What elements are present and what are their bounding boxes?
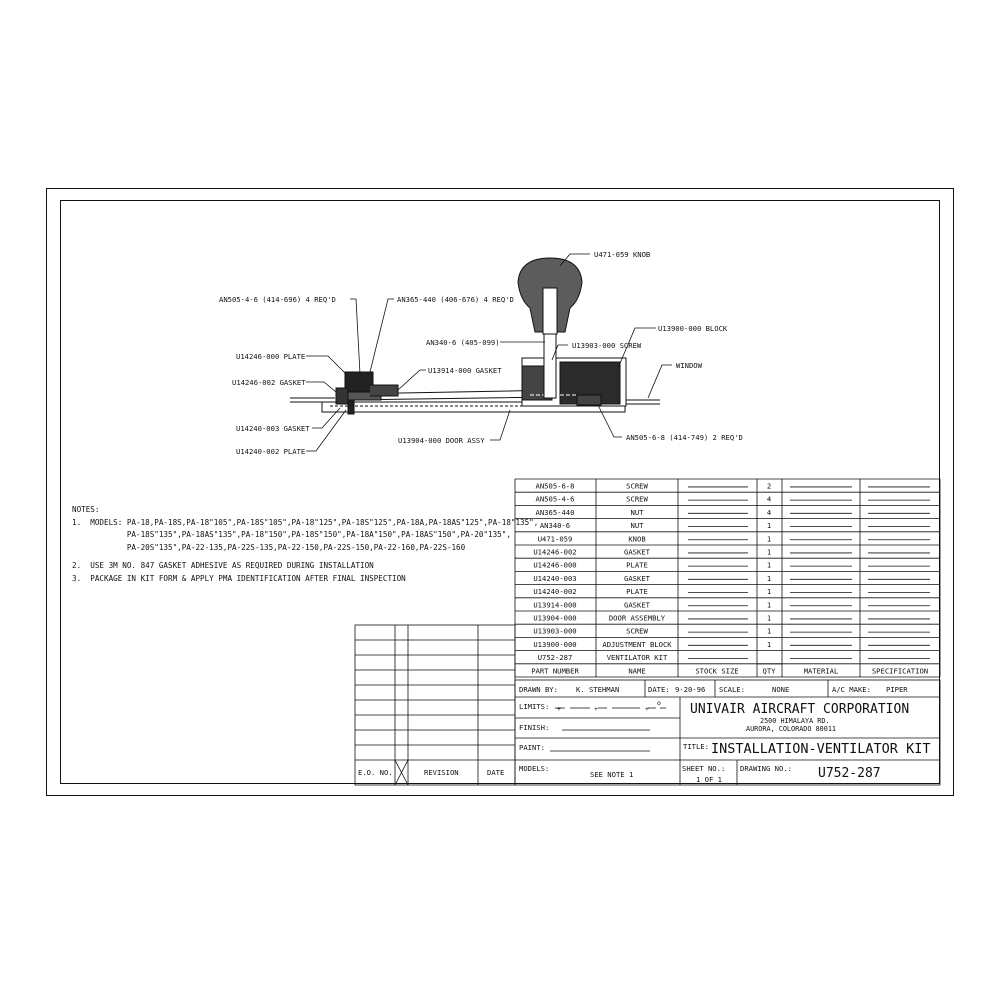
parts-row-name: VENTILATOR KIT — [606, 653, 668, 663]
callout-door-assy: U13904-000 DOOR ASSY — [398, 436, 485, 445]
parts-row-part-number: U13904-000 — [533, 613, 577, 623]
parts-row-qty: 1 — [766, 600, 772, 610]
note-3: 3. PACKAGE IN KIT FORM & APPLY PMA IDENTIFICATION AFTER FINAL INSPECTION — [72, 573, 406, 583]
callout-plate-u14240-002: U14240-002 PLATE — [236, 447, 306, 456]
sheet-value: 1 OF 1 — [696, 775, 722, 784]
company-address-1: 2500 HIMALAYA RD. — [760, 717, 830, 725]
window-skin-left — [290, 398, 335, 402]
callout-block: U13900-000 BLOCK — [658, 324, 728, 333]
parts-row-name: GASKET — [624, 547, 650, 557]
svg-text:+: + — [557, 705, 561, 713]
models-label: MODELS: — [519, 764, 550, 773]
parts-row-qty: 4 — [766, 494, 772, 504]
parts-row-part-number: U471-059 — [537, 534, 573, 544]
window-skin-right — [625, 400, 660, 404]
parts-header-material: MATERIAL — [803, 666, 839, 676]
models-value: SEE NOTE 1 — [590, 770, 634, 779]
ac-make-label: A/C MAKE: — [832, 685, 871, 694]
callout-plate-u14246-000: U14246-000 PLATE — [236, 352, 306, 361]
paint-label: PAINT: — [519, 743, 545, 752]
callout-gasket-u13914: U13914-000 GASKET — [428, 366, 502, 375]
parts-row-qty: 1 — [766, 573, 772, 583]
parts-row-qty: 1 — [766, 613, 772, 623]
company-address-2: AURORA, COLORADO 80011 — [746, 725, 837, 733]
parts-row-qty: 1 — [766, 521, 772, 531]
parts-row-name: SCREW — [626, 481, 648, 491]
callout-an505-6-8: AN505-6-8 (414-749) 2 REQ'D — [626, 433, 743, 442]
limits-label: LIMITS: — [519, 702, 550, 711]
parts-header-qty: QTY — [762, 666, 776, 676]
note-1-line-2: PA-18S"135",PA-18AS"135",PA-18"150",PA-18S"150",PA-18A"150",PA-18AS"150",PA-20"135", — [72, 530, 511, 539]
parts-row-name: DOOR ASSEMBLY — [608, 613, 666, 623]
callout-gasket-u14240-003: U14240-003 GASKET — [236, 424, 310, 433]
parts-header-name: NAME — [628, 666, 646, 676]
parts-list-grid — [515, 479, 940, 677]
callout-an505-4-6: AN505-4-6 (414-696) 4 REQ'D — [219, 295, 336, 304]
parts-header-stock-size: STOCK SIZE — [695, 666, 739, 676]
parts-row-part-number: U14246-002 — [533, 547, 577, 557]
note-2: 2. USE 3M NO. 847 GASKET ADHESIVE AS REQUIRED DURING INSTALLATION — [72, 561, 374, 570]
parts-row-qty: 1 — [766, 639, 772, 649]
drawing-number: U752-287 — [818, 766, 881, 781]
parts-row-name: GASKET — [624, 600, 650, 610]
date-value: 9-20-96 — [675, 685, 706, 694]
parts-row-name: PLATE — [626, 587, 648, 597]
parts-row-part-number: AN365-440 — [535, 507, 575, 517]
company-name: UNIVAIR AIRCRAFT CORPORATION — [690, 702, 910, 717]
callout-gasket-u14246-002: U14246-002 GASKET — [232, 378, 306, 387]
drawn-by-value: K. STEHMAN — [576, 685, 620, 694]
revision-revision-header: REVISION — [424, 768, 459, 777]
parts-row-qty: 1 — [766, 587, 772, 597]
parts-header-part-number: PART NUMBER — [531, 666, 579, 676]
parts-row-qty: 1 — [766, 560, 772, 570]
callout-knob: U471-059 KNOB — [594, 250, 651, 259]
parts-row-part-number: U14240-003 — [533, 573, 577, 583]
parts-row-part-number: U14246-000 — [533, 560, 577, 570]
parts-row-name: KNOB — [628, 534, 646, 544]
scale-label: SCALE: — [719, 685, 745, 694]
callout-window: WINDOW — [676, 361, 702, 370]
parts-row-part-number: U13914-000 — [533, 600, 577, 610]
notes-block — [72, 504, 539, 585]
drawn-by-label: DRAWN BY: — [519, 685, 558, 694]
callout-an365-440: AN365-440 (406-676) 4 REQ'D — [397, 295, 514, 304]
revision-date-header: DATE — [487, 768, 505, 777]
parts-row-part-number: U14240-002 — [533, 587, 577, 597]
section-view — [290, 258, 660, 414]
svg-text:o: o — [657, 699, 661, 707]
parts-row-name: SCREW — [626, 494, 648, 504]
parts-row-part-number: AN505-6-8 — [535, 481, 575, 491]
svg-text:+: + — [645, 705, 649, 713]
parts-row-name: GASKET — [624, 573, 650, 583]
title-label: TITLE: — [683, 742, 709, 751]
drawing-no-label: DRAWING NO.: — [740, 764, 792, 773]
parts-row-qty: 2 — [766, 481, 772, 491]
parts-row-name: NUT — [630, 507, 644, 517]
parts-row-name: ADJUSTMENT BLOCK — [602, 639, 672, 649]
leader-lines — [306, 254, 672, 451]
revision-block-grid — [355, 625, 515, 785]
callout-an340-6: AN340-6 (405-099) — [426, 338, 500, 347]
parts-row-qty: 4 — [766, 507, 772, 517]
drawing-title: INSTALLATION-VENTILATOR KIT — [711, 741, 931, 757]
svg-text:+: + — [594, 705, 598, 713]
parts-row-part-number: U13900-000 — [533, 639, 577, 649]
parts-row-part-number: AN505-4-6 — [535, 494, 575, 504]
callout-labels — [219, 250, 743, 456]
revision-eo-header: E.O. NO. — [358, 768, 393, 777]
note-1-line-1: 1. MODELS: PA-18,PA-18S,PA-18"105",PA-18S"105",PA-18"125",PA-18S"125",PA-18A,PA-18AS"125",PA-18"135", — [72, 517, 539, 527]
parts-row-qty: 1 — [766, 534, 772, 544]
left-nut-stack — [345, 372, 373, 392]
date-label: DATE: — [648, 685, 670, 694]
ac-make-value: PIPER — [886, 685, 908, 694]
note-1-line-3: PA-20S"135",PA-22-135,PA-22S-135,PA-22-150,PA-22S-150,PA-22-160,PA-22S-160 — [72, 542, 466, 552]
parts-row-qty: 1 — [766, 547, 772, 557]
parts-row-name: SCREW — [626, 626, 648, 636]
parts-row-name: PLATE — [626, 560, 648, 570]
finish-label: FINISH: — [519, 723, 550, 732]
parts-row-part-number: U13903-000 — [533, 626, 577, 636]
parts-header-specification: SPECIFICATION — [871, 666, 929, 676]
parts-row-qty: 1 — [766, 626, 772, 636]
parts-row-part-number: AN340-6 — [539, 521, 571, 531]
sheet-label: SHEET NO.: — [682, 764, 726, 773]
parts-row-name: NUT — [630, 521, 644, 531]
left-gasket — [336, 388, 348, 404]
scale-value: NONE — [772, 685, 790, 694]
parts-row-part-number: U752-287 — [537, 653, 573, 663]
callout-screw: U13903-000 SCREW — [572, 341, 642, 350]
notes-heading: NOTES: — [72, 505, 100, 514]
parts-list-text — [531, 482, 928, 676]
